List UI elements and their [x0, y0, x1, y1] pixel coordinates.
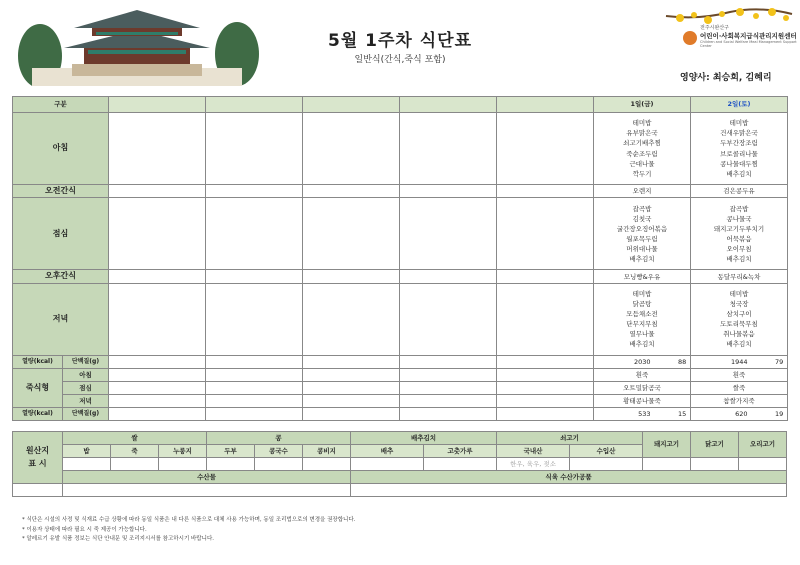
- porridge-lunch-fri: 오트밀닭곰국: [594, 381, 691, 394]
- logo-text-english: Children and Social Welfare Meal Management Support Center: [700, 40, 797, 48]
- header: [0, 0, 800, 92]
- am-snack-fri: 오렌지: [594, 185, 691, 198]
- origin-table: 원산지 표 시 쌀 콩 배추김치 쇠고기 돼지고기 닭고기 오리고기 밥 죽 누룽지 두부 콩국수 콩비지 배추 고춧가루 국내산 수입산 한우, 육우, 젖소 수산물 식육 수산가공품: [12, 431, 787, 497]
- nutrition-row: [13, 355, 788, 368]
- page-title: 5월 1주차 식단표: [327, 31, 473, 51]
- lunch-fri: 잡곡밥 김칫국 굴간장오징어볶음 월포목두림 머위대나물 배추김치: [594, 198, 691, 270]
- note-3: * 알레르기 유발 식품 정보는 식단 안내문 및 조리지시서를 참고하시기 바랍니다.: [22, 536, 214, 543]
- note-2: * 이용자 상태에 따라 필요 시 죽 제공이 가능합니다.: [22, 526, 147, 533]
- breakfast-fri: 테미밥 유부맑은국 쇠고기배추찜 죽순조두림 근대나물 깍두기: [594, 113, 691, 185]
- origin-duck: 오리고기: [739, 432, 787, 458]
- footnotes: [22, 516, 355, 545]
- origin-seafood-processed: 식육 수산가공품: [351, 471, 787, 484]
- day-sat: 2일(토): [691, 97, 788, 113]
- day-fri: 1일(금): [594, 97, 691, 113]
- energy-label: 열량(kcal): [13, 355, 63, 368]
- pm-snack-sat: 동달무리&녹차: [691, 270, 788, 283]
- dinner-fri: 테미밥 닭곰탕 모듬채소전 단무지무침 열무나물 배추김치: [594, 283, 691, 355]
- porridge-label: 죽식형: [13, 368, 63, 407]
- lunch-row: [13, 198, 788, 270]
- porridge-nutrition-row: 열량(kcal) 단백질(g) 533 15 620 19: [13, 407, 788, 420]
- breakfast-label: 아침: [13, 113, 109, 185]
- origin-bean: 콩: [207, 432, 351, 445]
- origin-beef: 쇠고기: [497, 432, 643, 445]
- breakfast-row: [13, 113, 788, 185]
- nutritionist-label: 영양사: 최승희, 김혜리: [680, 73, 772, 83]
- origin-rice: 쌀: [63, 432, 207, 445]
- porridge-dinner-sat: 참쌀가지죽: [691, 394, 788, 407]
- logo-text-district: 전주시완산구: [700, 25, 729, 31]
- logo-text-center: 어린이·사회복지급식관리지원센터: [700, 32, 797, 40]
- am-snack-label: 오전간식: [13, 185, 109, 198]
- porridge-dinner-row: 저녁 황태콩나물죽 참쌀가지죽: [13, 394, 788, 407]
- dinner-row: [13, 283, 788, 355]
- dinner-sat: 테미밥 청국장 삼치구이 도토리묵무침 취나물볶음 배추김치: [691, 283, 788, 355]
- gubun-header: 구분: [13, 97, 109, 113]
- origin-chicken: 닭고기: [691, 432, 739, 458]
- am-snack-sat: 검은콩두유: [691, 185, 788, 198]
- porridge-sat-nutrition: 620 19: [691, 407, 788, 420]
- origin-pork: 돼지고기: [643, 432, 691, 458]
- porridge-dinner-fri: 황태콩나물죽: [594, 394, 691, 407]
- porridge-lunch-row: 점심 오트밀닭곰국 쌀죽: [13, 381, 788, 394]
- lunch-label: 점심: [13, 198, 109, 270]
- origin-kimchi: 배추김치: [351, 432, 497, 445]
- breakfast-sat: 테미밥 건새우맑은국 두부간장조림 브로콜리나물 콩나물대두찜 배추김치: [691, 113, 788, 185]
- porridge-breakfast-sat: 흰죽: [691, 368, 788, 381]
- porridge-lunch-sat: 쌀죽: [691, 381, 788, 394]
- protein-label: 단백질(g): [63, 355, 109, 368]
- menu-table: [12, 96, 788, 421]
- pm-snack-row: [13, 270, 788, 283]
- pm-snack-label: 오후간식: [13, 270, 109, 283]
- day-header-row: [13, 97, 788, 113]
- pm-snack-fri: 모닝빵&우유: [594, 270, 691, 283]
- lunch-sat: 잡곡밥 콩나물국 돼지고기두루치기 어묵볶음 오이무침 배추김치: [691, 198, 788, 270]
- note-1: * 식단은 시설의 사정 및 식재료 수급 상황에 따라 동일 식품은 내 다른 식품으로 대체 사용 가능하며, 동일 조리법으로의 변경을 권장합니다.: [22, 517, 356, 523]
- sat-nutrition: 1944 79: [691, 355, 788, 368]
- dinner-label: 저녁: [13, 283, 109, 355]
- am-snack-row: [13, 185, 788, 198]
- page-subtitle: 일반식(간식,죽식 포함): [354, 55, 446, 65]
- porridge-breakfast-row: 죽식형 아침 흰죽 흰죽: [13, 368, 788, 381]
- porridge-fri-nutrition: 533 15: [594, 407, 691, 420]
- porridge-breakfast-fri: 흰죽: [594, 368, 691, 381]
- beef-origin-note: 한우, 육우, 젖소: [497, 458, 570, 471]
- origin-label: 원산지 표 시: [13, 432, 63, 484]
- fri-nutrition: 2030 88: [594, 355, 691, 368]
- origin-seafood: 수산물: [63, 471, 351, 484]
